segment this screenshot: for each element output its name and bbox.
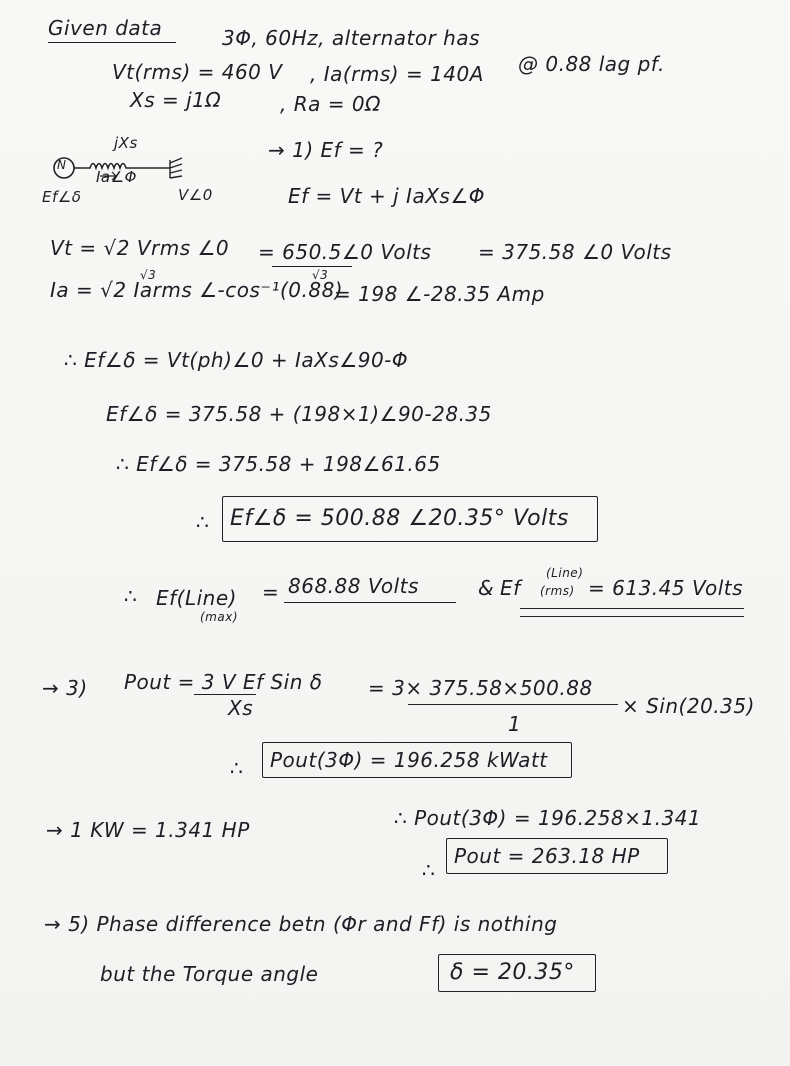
problem-statement: 3Φ, 60Hz, alternator has (222, 26, 481, 50)
source-symbol: N (57, 158, 67, 172)
pout-denominator-value: 1 (508, 712, 522, 736)
kw-to-hp: → 1 KW = 1.341 HP (46, 818, 250, 842)
ef-line-sub: (Line) (546, 566, 584, 580)
vt-sqrt3: √3 (140, 268, 157, 282)
vt-peak: = 650.5∠0 Volts (258, 240, 432, 264)
inductor-coil (74, 164, 170, 169)
ef-line-max: (max) (200, 610, 239, 624)
step-ef-simplified: ∴ Ef∠δ = 375.58 + 198∠61.65 (116, 452, 441, 476)
jxs-label: jXs (114, 134, 138, 152)
ef-line-max-underline (284, 602, 456, 603)
ra-value: , Ra = 0Ω (280, 92, 381, 116)
torque-angle-result: δ = 20.35° (450, 960, 575, 985)
ia-equation: Ia = √2 Iarms ∠-cos⁻¹(0.88) (50, 278, 344, 302)
ef-line-rms-label: Ef (500, 576, 521, 600)
ef-line-rms-underline-2 (520, 616, 744, 617)
ia-value: = 198 ∠-28.35 Amp (334, 282, 545, 306)
ef-line-max-value: 868.88 Volts (288, 574, 419, 598)
pout-denominator: Xs (228, 696, 254, 720)
vt-equation: Vt = √2 Vrms ∠0 (50, 236, 230, 260)
ef-rms-sub: (rms) (540, 584, 575, 598)
ef-result: Ef∠δ = 500.88 ∠20.35° Volts (230, 506, 569, 531)
ef-formula: Ef = Vt + j IaXs∠Φ (288, 184, 486, 208)
ef-line-label: Ef(Line) (156, 586, 237, 610)
pout-hp-conversion: ∴ Pout(3Φ) = 196.258×1.341 (394, 806, 702, 830)
ef-line-rms-value: = 613.45 Volts (588, 576, 744, 600)
current-arrow (100, 172, 116, 180)
step-ef-therefore: ∴ (196, 510, 210, 534)
ia-rms-value: , Ia(rms) = 140A (310, 62, 484, 86)
ia-sqrt3: √3 (312, 268, 329, 282)
given-data-heading: Given data (48, 16, 163, 40)
step-ef-general: ∴ Ef∠δ = Vt(ph)∠0 + IaXs∠90-Φ (64, 348, 409, 372)
part5-statement: → 5) Phase difference betn (Φr and Ff) is nothing (44, 912, 558, 936)
pout-result: Pout(3Φ) = 196.258 kWatt (270, 748, 548, 772)
ia-angle-label: Ia∠Φ (96, 168, 137, 186)
part5-continuation: but the Torque angle (100, 962, 319, 986)
part3-label: → 3) (42, 676, 88, 700)
pout-therefore: ∴ (230, 756, 244, 780)
power-factor: @ 0.88 lag pf. (518, 52, 665, 76)
vt-fraction-bar (272, 266, 352, 267)
step-ef-substituted: Ef∠δ = 375.58 + (198×1)∠90-28.35 (106, 402, 492, 426)
ef-delta-label: Ef∠δ (42, 188, 82, 206)
line-therefore: ∴ (124, 584, 138, 608)
pout-fraction-bar (194, 694, 256, 695)
hp-result: Pout = 263.18 HP (454, 844, 640, 868)
vt-phase-value: = 375.58 ∠0 Volts (478, 240, 672, 264)
pout-formula: Pout = 3 V Ef Sin δ (124, 670, 323, 694)
hp-therefore: ∴ (422, 858, 436, 882)
vt-rms-value: Vt(rms) = 460 V (112, 60, 283, 84)
ampersand: & (478, 576, 495, 600)
ef-line-equals: = (262, 580, 280, 604)
pout-sin: × Sin(20.35) (622, 694, 755, 718)
source-circle (54, 158, 74, 178)
bus-terminal (170, 158, 182, 178)
pout-numerator-bar (408, 704, 618, 705)
pout-numerator: = 3× 375.58×500.88 (368, 676, 593, 700)
vt-zero-label: V∠0 (178, 186, 213, 204)
ef-line-rms-underline-1 (520, 608, 744, 609)
part1-question: → 1) Ef = ? (268, 138, 384, 162)
xs-value: Xs = j1Ω (130, 88, 222, 112)
